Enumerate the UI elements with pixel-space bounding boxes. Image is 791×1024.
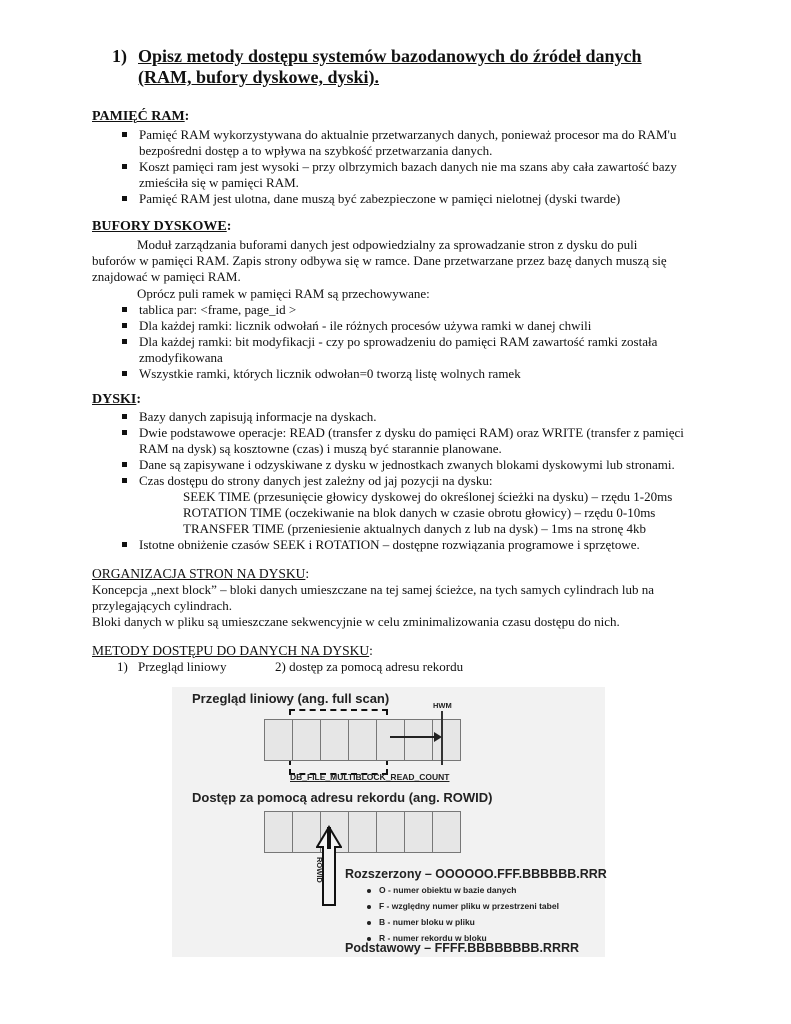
dyski-last-bullet: [117, 537, 707, 553]
metody-item-1: Przegląd liniowy: [138, 659, 227, 674]
bufory-heading: BUFORY DYSKOWE:: [92, 219, 232, 234]
legend-item-b: B - numer bloku w pliku: [367, 917, 475, 927]
list-item: Dwie podstawowe operacje: READ (transfer z dysku do pamięci RAM) oraz WRITE (transfer z pamięci RAM na dysk) są kosztowne (czas) i muszą być starannie planowane.: [117, 425, 707, 457]
dyski-bullet-list: [117, 409, 707, 489]
dyski-heading: DYSKI:: [92, 392, 142, 407]
block-cell: [376, 811, 405, 853]
bufory-intro: Oprócz puli ramek w pamięci RAM są przechowywane:: [137, 286, 430, 301]
organizacja-line-2: przylegających cylindrach.: [92, 598, 233, 613]
ram-bullet-list: [117, 127, 707, 207]
organizacja-heading: ORGANIZACJA STRON NA DYSKU:: [92, 566, 310, 581]
list-item: Bazy danych zapisują informacje na dyskach.: [117, 409, 707, 425]
legend-item-r: R - numer rekordu w bloku: [367, 933, 487, 943]
list-item: Dla każdej ramki: licznik odwołań - ile różnych procesów używa ramki w danej chwili: [117, 318, 707, 334]
full-scan-title: Przegląd liniowy (ang. full scan): [192, 691, 390, 706]
full-scan-blocks: [264, 719, 461, 761]
block-cell: [320, 719, 349, 761]
organizacja-line-3: Bloki danych w pliku są umieszczane sekwencyjnie w celu zminimalizowania czasu dostępu do nich.: [92, 614, 620, 629]
metody-item-2: 2) dostęp za pomocą adresu rekordu: [275, 659, 464, 674]
title-line-2: (RAM, bufory dyskowe, dyski).: [138, 67, 380, 87]
rotation-time-line: ROTATION TIME (oczekiwanie na blok danych w czasie obrotu głowicy) – rzędu 0-10ms: [183, 505, 656, 520]
block-cell: [404, 719, 433, 761]
bufory-paragraph-line-2: buforów w pamięci RAM. Zapis strony odbywa się w ramce. Dane przetwarzane przez bazę danych muszą się: [92, 253, 667, 268]
list-item: Istotne obniżenie czasów SEEK i ROTATION – dostępne rozwiązania programowe i sprzętowe.: [117, 537, 707, 553]
basic-format: Podstawowy – FFFF.BBBBBBBB.RRRR: [345, 941, 580, 955]
rowid-label: ROWID: [315, 857, 324, 883]
legend-item-o: O - numer obiektu w bazie danych: [367, 885, 516, 895]
list-item: Czas dostępu do strony danych jest zależny od jaj pozycji na dysku:: [117, 473, 707, 489]
block-cell: [376, 719, 405, 761]
list-item: tablica par: <frame, page_id >: [117, 302, 707, 318]
organizacja-line-1: Koncepcja „next block” – bloki danych umieszczane na tej samej ścieżce, na tych samych cylindrach lub na: [92, 582, 655, 597]
metody-heading: METODY DOSTĘPU DO DANYCH NA DYSKU:: [92, 643, 373, 658]
block-cell: [404, 811, 433, 853]
list-item: Wszystkie ramki, których licznik odwołan=0 tworzą listę wolnych ramek: [117, 366, 707, 382]
title-line-1: Opisz metody dostępu systemów bazodanowych do źródeł danych: [138, 46, 642, 66]
rowid-blocks: [264, 811, 461, 853]
scan-arrow-head: [434, 732, 442, 742]
scan-arrow: [390, 736, 436, 738]
list-item: Koszt pamięci ram jest wysoki – przy olbrzymich bazach danych nie ma szans aby cała zawartość bazy zmieściła się w pamięci RAM.: [117, 159, 707, 191]
list-item: Dane są zapisywane i odzyskiwane z dysku w jednostkach zwanych blokami dyskowymi lub stronami.: [117, 457, 707, 473]
block-cell: [292, 719, 321, 761]
multiblock-label: DB_FILE_MULTIBLOCK_READ_COUNT: [290, 772, 450, 782]
bufory-paragraph-line-3: znajdować w pamięci RAM.: [92, 269, 241, 284]
seek-time-line: SEEK TIME (przesunięcie głowicy dyskowej do określonej ścieżki na dysku) – rzędu 1-20ms: [183, 489, 673, 504]
block-cell: [348, 719, 377, 761]
bullet-icon: [367, 905, 371, 909]
block-cell: [432, 811, 461, 853]
list-item: Pamięć RAM jest ulotna, dane muszą być zabezpieczone w pamięci nielotnej (dyski twarde): [117, 191, 707, 207]
bullet-icon: [367, 921, 371, 925]
access-methods-figure: [172, 687, 605, 957]
title-number: 1): [112, 46, 127, 66]
ram-heading: PAMIĘĆ RAM:: [92, 109, 190, 124]
block-cell: [264, 811, 293, 853]
legend-item-f: F - względny numer pliku w przestrzeni tabel: [367, 901, 559, 911]
extended-format: Rozszerzony – OOOOOO.FFF.BBBBBB.RRR: [345, 867, 607, 881]
block-cell: [264, 719, 293, 761]
list-item: Pamięć RAM wykorzystywana do aktualnie przetwarzanych danych, ponieważ procesor ma do RAM'u bezpośredni dostęp a to wpływa na szybkość przetwarzania danych.: [117, 127, 707, 159]
bufory-paragraph-line-1: Moduł zarządzania buforami danych jest odpowiedzialny za sprowadzanie stron z dysku do puli: [137, 237, 638, 252]
transfer-time-line: TRANSFER TIME (przeniesienie aktualnych danych z lub na dysk) – 1ms na stronę 4kb: [183, 521, 646, 536]
bullet-icon: [367, 889, 371, 893]
hwm-label: HWM: [433, 701, 452, 710]
metody-item-1-number: 1): [117, 659, 128, 674]
block-cell: [348, 811, 377, 853]
rowid-title: Dostęp za pomocą adresu rekordu (ang. ROWID): [192, 790, 493, 805]
list-item: Dla każdej ramki: bit modyfikacji - czy po sprowadzeniu do pamięci RAM zawartość ramki została zmodyfikowana: [117, 334, 707, 366]
bufory-bullet-list: [117, 302, 707, 382]
